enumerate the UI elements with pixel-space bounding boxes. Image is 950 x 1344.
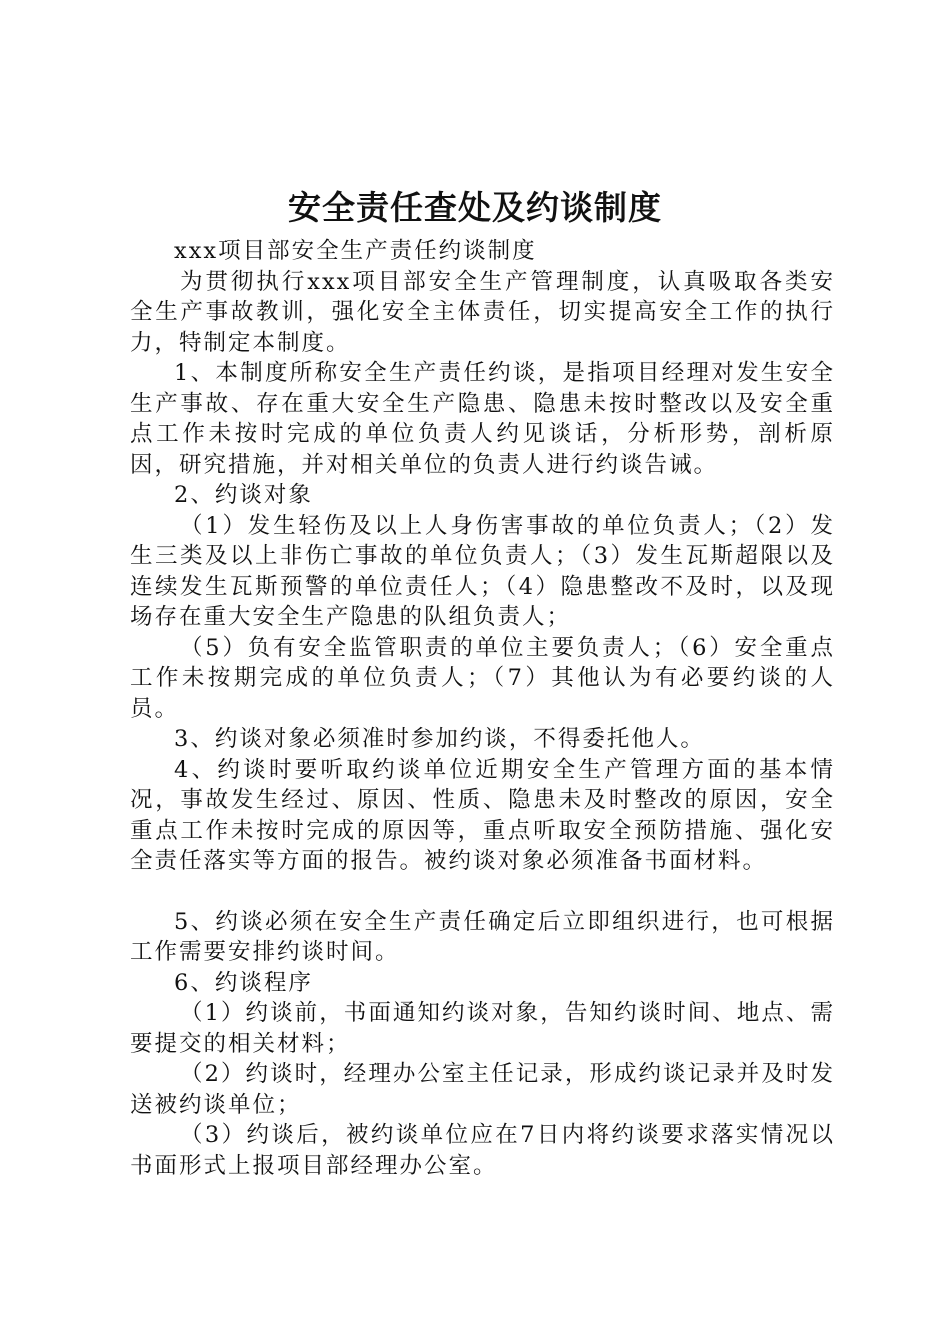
clause-5-paragraph: 5、约谈必须在安全生产责任确定后立即组织进行，也可根据工作需要安排约谈时间。 [130, 908, 835, 965]
clause-3-paragraph: 3、约谈对象必须准时参加约谈，不得委托他人。 [174, 726, 705, 752]
intro-paragraph: 为贯彻执行xxx项目部安全生产管理制度，认真吸取各类安全生产事故教训，强化安全主体责任，切实提高安全工作的执行力，特制定本制度。 [130, 268, 835, 356]
clause-6-heading: 6、约谈程序 [174, 969, 313, 996]
clause-6-item-1: （1）约谈前，书面通知约谈对象，告知约谈时间、地点、需要提交的相关材料； [130, 1000, 835, 1057]
clause-1-paragraph: 1、本制度所称安全生产责任约谈，是指项目经理对发生安全生产事故、存在重大安全生产隐患、隐患未按时整改以及安全重点工作未按时完成的单位负责人约见谈话，分析形势，剖析原因，研究措施，并对相关单位的负责人进行约谈告诫。 [130, 360, 835, 478]
clause-4-paragraph: 4、约谈时要听取约谈单位近期安全生产管理方面的基本情况，事故发生经过、原因、性质、隐患未及时整改的原因，安全重点工作未按时完成的原因等，重点听取安全预防措施、强化安全责任落实等方面的报告。被约谈对象必须准备书面材料。 [130, 756, 835, 874]
clause-6-item-3: （3）约谈后，被约谈单位应在7日内将约谈要求落实情况以书面形式上报项目部经理办公室。 [130, 1122, 835, 1179]
document-body [130, 236, 835, 1181]
clause-6-item-2: （2）约谈时，经理办公室主任记录，形成约谈记录并及时发送被约谈单位； [130, 1061, 835, 1118]
subtitle-paragraph: xxx项目部安全生产责任约谈制度 [174, 238, 537, 264]
clause-2-heading: 2、约谈对象 [174, 482, 313, 508]
clause-2-items-1-4: （1）发生轻伤及以上人身伤害事故的单位负责人；（2）发生三类及以上非伤亡事故的单位负责人；（3）发生瓦斯超限以及连续发生瓦斯预警的单位责任人；（4）隐患整改不及时，以及现场存在重大安全生产隐患的队组负责人； [130, 512, 835, 630]
document-title: 安全责任查处及约谈制度 [288, 188, 662, 227]
clause-2-items-5-7: （5）负有安全监管职责的单位主要负责人；（6）安全重点工作未按期完成的单位负责人；（7）其他认为有必要约谈的人员。 [130, 634, 835, 722]
